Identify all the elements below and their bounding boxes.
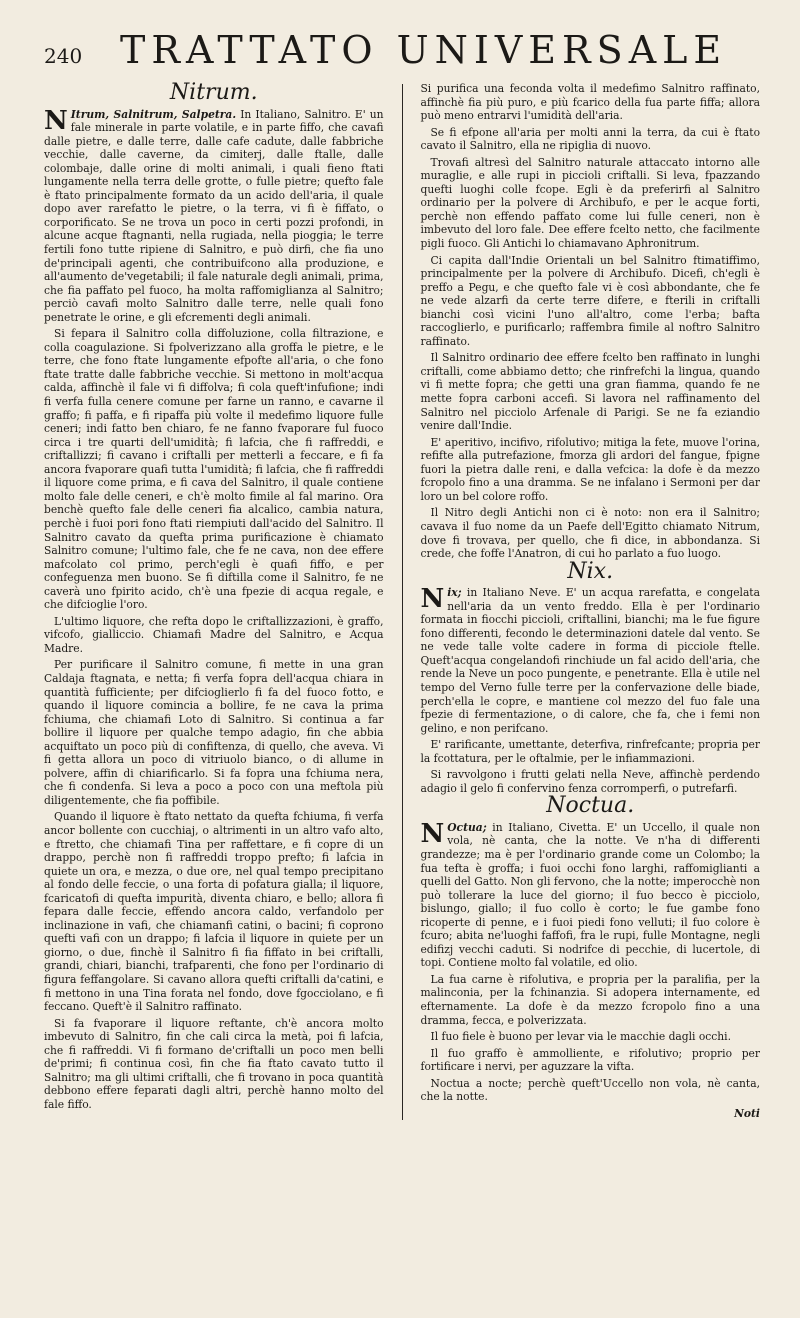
paragraph: Trovafi altresì del Salnitro naturale attaccato intorno alle muraglie, e alle rupi in piccioli criftalli. Si leva, fpazzando quefti luoghi colle fcope. Egli è da preferirfi al Salnitro ordinario per la polvere di Archibufo, e per le acque forti, perchè non effendo paffato come lui fulle ceneri, non è imbevuto del loro fale. Dee effere fcelto netto, che facilmente pigli fuoco. Gli Antichi lo chiamavano Aphronitrum.: [420, 155, 760, 251]
left-column: [44, 82, 384, 1120]
paragraph: Si ravvolgono i frutti gelati nella Neve, affinchè perdendo adagio il gelo fi confervino fenza corromperfi, o putrefarfi.: [420, 768, 760, 795]
paragraph: E' rarificante, umettante, deterfiva, rinfrefcante; propria per la fcottatura, per le oftalmie, per le infiammazioni.: [420, 738, 760, 765]
paragraph: Il fuo fiele è buono per levar via le macchie dagli occhi.: [430, 1030, 731, 1044]
running-title: TRATTATO UNIVERSALE: [120, 28, 728, 72]
entry-title-nix: Nix.: [567, 558, 614, 584]
paragraph: [44, 105, 384, 325]
paragraph: Quando il liquore è ftato nettato da quefta fchiuma, fi verfa ancor bollente con cucchiaj, o altrimenti in un altro vafo alto, e ftretto, che chiamafi Tina per raffettare, e fi copre di un drappo, perchè non fi raffreddi troppo prefto; fi lafcia in quiete un ora, e mezza, o due ore, nel qual tempo precipitano al fondo delle feccie, o una forta di pofatura gialla; il liquore, fcaricatofi di quefta impurità, diventa chiaro, e bello; allora fi fepara dalle feccie, effendo ancora caldo, verfandolo per inclinazione in vafi, che chiamanfi catini, o bacini; fi coprono quefti vafi con un drappo; fi lafcia il liquore in quiete per un giorno, o due, finchè il Salnitro fi fia fiffato in bei criftalli, grandi, chiari, bianchi, trafparenti, che fono per l'ordinario di figura feffangolare. Si cavano allora quefti criftalli da'catini, e fi mettono in una Tina forata nel fondo, dove fgocciolano, e fi feccano. Queft'è il Salnitro raffinato.: [44, 810, 384, 1014]
drop-cap: N: [420, 818, 445, 849]
entry-title-noctua: Noctua.: [546, 793, 635, 819]
paragraph-text: In Italiano, Salnitro. E' un fale minerale in parte volatile, e in parte fiffo, che cavafi dalle pietre, e dalle terre, dalle cafe cadute, dalle fabbriche vecchie, dalle caverne, da cimiterj, dalle ftalle, dalle colombaje, dalle orine di molti animali, i quali fieno ftati lungamente nella terra delle grotte, o fulle pietre; quefto fale è ftato principalmente formato da un acido dell'aria, il quale dopo aver rarefatto le pietre, o la terra, vi fi è fiffato, o corporificato. Se ne trova un poco in certi pozzi profondi, in alcune acque ftagnanti, nella rugiada, nella pioggia; le terre fertili fono tutte ripiene di Salnitro, e può dirfi, che fia uno de'principali agenti, che contribuifcono alla produzione, e all'aumento de'vegetabili; il fale naturale degli animali, prima, che fia paffato pel fuoco, ha molta raffomiglianza al Salnitro; perciò cavafi molto Salnitro dalle terre, nelle quali fono penetrate le orine, e gli efcrementi degli animali.: [44, 107, 384, 324]
drop-cap: N: [420, 584, 445, 615]
catchword: Noti: [734, 1106, 760, 1120]
paragraph-text: in Italiano Neve. E' un acqua rarefatta, e congelata nell'aria da un vento freddo. Ella è per l'ordinario formata in fiocchi piccioli, criftallini, bianchi; ma le fue figure fono differenti, fecondo le determinazioni datele dal vento. Se ne vede talle volte cadere in forma di picciole ftelle. Queft'acqua congelandofi rinchiude un fal acido dell'aria, che rende la Neve un poco pungente, e penetrante. Ella è utile nel tempo del Verno fulle terre per la confervazione delle biade, perch'ella le copre, e mantiene col mezzo del fuo fale una fpezie di fermentazione, o di calore, che fa, che i femi non gelino, e non perifcano.: [420, 586, 760, 735]
paragraph: [420, 818, 760, 970]
entry-title-nitrum: Nitrum.: [169, 80, 258, 105]
paragraph: Il Salnitro ordinario dee effere fcelto ben raffinato in lunghi criftalli, come abbiamo detto; che rinfrefchi la lingua, quando vi fi mette fopra; che getti una gran fiamma, quando fe ne mette fopra carboni accefi. Si lavora nel raffinamento del Salnitro nel picciolo Arfenale di Parigi. Se ne fa eziandio venire dall'Indie.: [420, 351, 760, 433]
two-columns: [44, 82, 760, 1120]
paragraph: Ci capita dall'Indie Orientali un bel Salnitro ftimatiffimo, principalmente per la polvere di Archibufo. Dicefi, ch'egli è preffo a Pegu, e che quefto fale vi è così abbondante, che fe ne vede alzarfi da certe terre difeте, e fterili in criftalli bianchi così vicini l'uno all'altro, come l'erba; bafta raccoglierlo, e purificarlo; raffembra fimile al noftro Salnitro raffinato.: [420, 253, 760, 348]
paragraph: Si purifica una feconda volta il medefimo Salnitro raffinato, affinchè fia più puro, e più fcarico della fua parte fiffa; allora può meno entrarvi l'umidità dell'aria.: [420, 82, 760, 123]
right-column: [420, 82, 760, 1120]
paragraph: E' aperitivo, incifivo, rifolutivo; mitiga la fete, muove l'orina, refifte alla putrefazione, fmorza gli ardori del fangue, fpigne fuori la pietra dalle reni, e dalla vefcica: la dofe è da mezzo fcropolo fino a una dramma. Se ne infalano i Sermoni per dar loro un bel colore roffo.: [420, 435, 760, 503]
paragraph: Si fepara il Salnitro colla diffoluzione, colla filtrazione, e colla coagulazione. Si fpolverizzano alla groffa le pietre, e le terre, che fono ftate lungamente efpofte all'aria, o che fono ftate tratte dalle fabbriche vecchie. Si mettono in molt'acqua calda, affinchè il fale vi fi diffolva; fi cola queft'infufione; indi fi verfa fulla cenere comune per farne un ranno, e cavarne il graffo; fi paffa, e fi ripaffa più volte il medefimo liquore fulle ceneri; indi fatto ben chiaro, fe ne fanno fvaporare ful fuoco circa i tre quarti dell'umidità; fi lafcia, che fi raffreddi, e criftallizzi; fi cavano i criftalli per metterli a feccare, e fi fa ancora fvaporare quafi tutta l'umidità; fi lafcia, che fi raffreddi il liquore come prima, e fi cava del Salnitro, il quale contiene molto fale delle ceneri, e ch'è molto fimile al fal marino. Ora benchè quefto fale delle ceneri fia alcalico, cambia natura, perchè i fuoi pori fono ftati riempiuti dall'acido del Salnitro. Il Salnitro cavato da quefta prima purificazione è chiamato Salnitro comune; l'ultimo fale, che fe ne cava, non dee effere mafcolato col primo, perch'egli è quafi fiffo, e per confeguenza men buono. Se fi diftilla come il Salnitro, fe ne caverà uno fpirito acido, ch'è una fpezie di acqua regale, e che difcioglie l'oro.: [44, 327, 384, 612]
paragraph: L'ultimo liquore, che refta dopo le criftallizzazioni, è graffo, vifcofo, gialliccio. Chiamafi Madre del Salnitro, e Acqua Madre.: [44, 614, 384, 655]
entry-lead: ix;: [447, 586, 462, 600]
paragraph: Si fa fvaporare il liquore reftante, ch'è ancora molto imbevuto di Salnitro, fin che cali circa la metà, poi fi lafcia, che fi raffreddi. Vi fi formano de'criftalli un poco men belli de'primi; fi continua così, fin che fia ftato cavato tutto il Salnitro; ma gli ultimi criftalli, che fi trovano in poca quantità debbono effere feparati dagli altri, perchè hanno molto del fale fiffo.: [44, 1016, 384, 1111]
page-number: 240: [44, 44, 83, 68]
entry-lead: Itrum, Salnitrum, Salpetra.: [70, 107, 237, 121]
paragraph: Per purificare il Salnitro comune, fi mette in una gran Caldaja ftagnata, e netta; fi verfa fopra dell'acqua chiara in quantità fufficiente; per difcioglierlo fi fa del fuoco fotto, e quando il liquore comincia a bollire, fe ne cava la prima fchiuma, che chiamafi Loto di Salnitro. Si continua a far bollire il liquore per qualche tempo adagio, fin che abbia acquiftato un poco più di confiftenza, di quello, che aveva. Vi fi getta allora un poco di vitriuolo bianco, o di allume in polvere, affin di chiarificarlo. Si fa fopra una fchiuma nera, che fi condenfa. Si leva a poco a poco con una meftola più diligentemente, che fia poffibile.: [44, 658, 384, 807]
paragraph: Il Nitro degli Antichi non ci è noto: non era il Salnitro; cavava il fuo nome da un Paefe dell'Egitto chiamato Nitrum, dove fi trovava, per quello, che fi dice, in abbondanza. Si crede, che foffe l'Anatron, di cui ho parlato a fuo luogo.: [420, 506, 760, 561]
paragraph: Noctua a nocte; perchè queft'Uccello non vola, nè canta, che la notte.: [420, 1076, 760, 1104]
paragraph-text: in Italiano, Civetta. E' un Uccello, il quale non vola, nè canta, che la notte. Ve n'ha di differenti grandezze; ma è per l'ordinario grande come un Colombo; la fua tefta è groffa; i fuoi occhi fono larghi, raffomiglianti a quelli del Gatto. Non gli fervono, che la notte; imperocchè non può tollerare la luce del giorno; il fuo becco è picciolo, bislungo, giallo; il fuo collo è corto; le fue gambe fono ricoperte di penne, e i fuoi piedi fono velluti; il fuo colore è fcuro; abita ne'luoghi faffofi, fra le rupi, fulle Montagne, negli edifizj vecchi caduti. Si nodrifce di pecchie, di lucertole, di topi. Contiene molto fal volatile, ed olio.: [420, 820, 760, 970]
paragraph: Il fuo graffo è ammolliente, e rifolutivo; proprio per fortificare i nervi, per aguzzare la vifta.: [420, 1046, 760, 1074]
page-header: [44, 28, 760, 80]
paragraph: Se fi efpone all'aria per molti anni la terra, da cui è ftato cavato il Salnitro, ella ne ripiglia di nuovo.: [420, 125, 760, 153]
column-divider: [402, 84, 403, 1120]
drop-cap: N: [44, 105, 68, 136]
paragraph: [420, 586, 760, 735]
paragraph: La fua carne è rifolutiva, e propria per la paralifia, per la malinconia, per la fchinanzia. Si adopera internamente, ed efternamente. La dofe è da mezzo fcropolo fino a una dramma, fecca, e polverizzata.: [420, 972, 760, 1027]
entry-lead: Octua;: [447, 820, 487, 834]
